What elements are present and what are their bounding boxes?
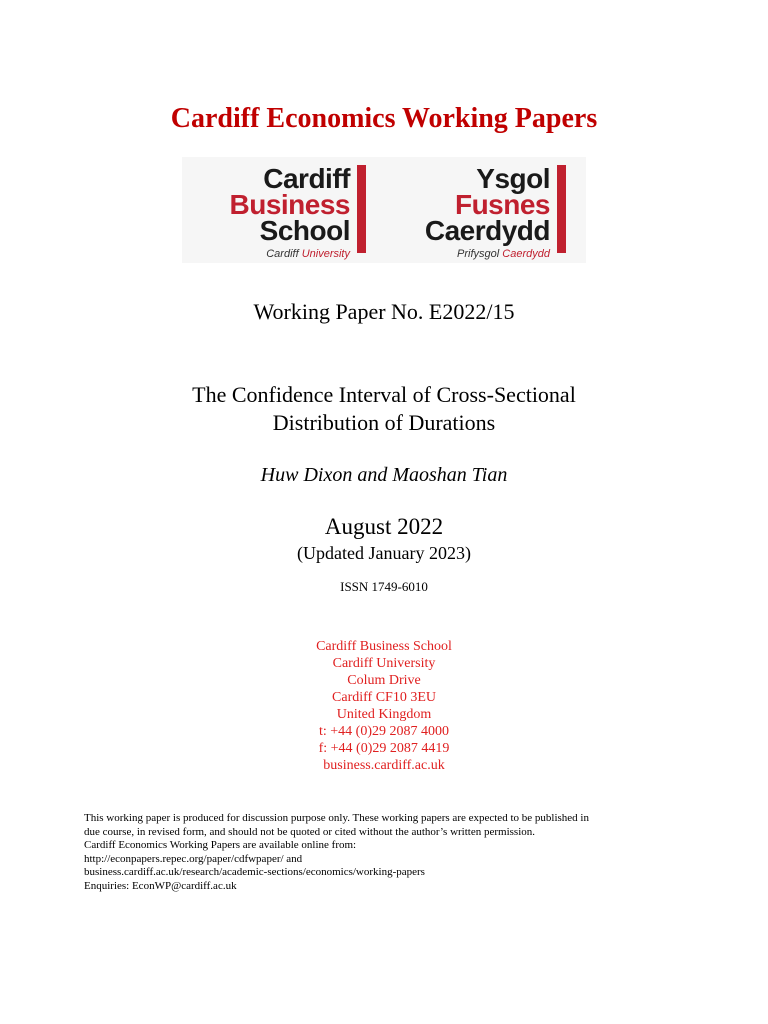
fax-line: f: +44 (0)29 2087 4419 [318,741,450,756]
logo-en-red-bar [357,165,366,253]
paper-title-line: The Confidence Interval of Cross-Sectional [192,382,576,407]
address-line: United Kingdom [336,707,432,722]
disclaimer-line: This working paper is produced for discussion purpose only. These working papers are expected to be published in [84,812,589,824]
working-papers-link[interactable]: business.cardiff.ac.uk/research/academic-sections/economics/working-papers [84,866,425,878]
school-logos [182,157,586,263]
working-paper-number: Working Paper No. E2022/15 [253,299,515,324]
logo-cy-line1: Ysgol [476,163,550,194]
series-title: Cardiff Economics Working Papers [170,103,598,134]
paper-title [0,381,768,437]
address-line: Colum Drive [347,673,421,688]
address-block [0,638,768,774]
paper-title-line: Distribution of Durations [272,410,496,435]
disclaimer-line: due course, in revised form, and should not be quoted or cited without the author’s written permission. [84,825,536,838]
address-line: Cardiff CF10 3EU [332,690,436,705]
logo-cy-line3: Caerdydd [424,215,550,246]
address-line: Cardiff Business School [316,639,452,654]
logo-en-line1: Cardiff [263,163,350,194]
address-line: Cardiff University [332,656,436,671]
publication-date: August 2022 [324,514,444,539]
cardiff-business-school-logo [182,157,372,263]
authors: Huw Dixon and Maoshan Tian [260,464,508,486]
logo-en-line3: School [259,215,350,246]
disclaimer-line: Cardiff Economics Working Papers are available online from: [84,839,357,851]
updated-date: (Updated January 2023) [297,543,471,563]
issn: ISSN 1749-6010 [340,579,428,594]
phone-line: t: +44 (0)29 2087 4000 [319,724,449,739]
logo-cy-red-bar [557,165,566,253]
ysgol-fusnes-caerdydd-logo [392,157,572,263]
enquiries-email[interactable]: Enquiries: EconWP@cardiff.ac.uk [84,879,237,892]
logo-cy-subtitle: Prifysgol Caerdydd [457,248,550,260]
logo-en-line2: Business [229,189,350,220]
logo-en-subtitle: Cardiff University [266,248,350,260]
logo-cy-line2: Fusnes [454,189,550,220]
econpapers-link[interactable]: http://econpapers.repec.org/paper/cdfwpaper/ and [84,852,303,865]
disclaimer [84,812,684,893]
website-link[interactable]: business.cardiff.ac.uk [323,758,445,773]
